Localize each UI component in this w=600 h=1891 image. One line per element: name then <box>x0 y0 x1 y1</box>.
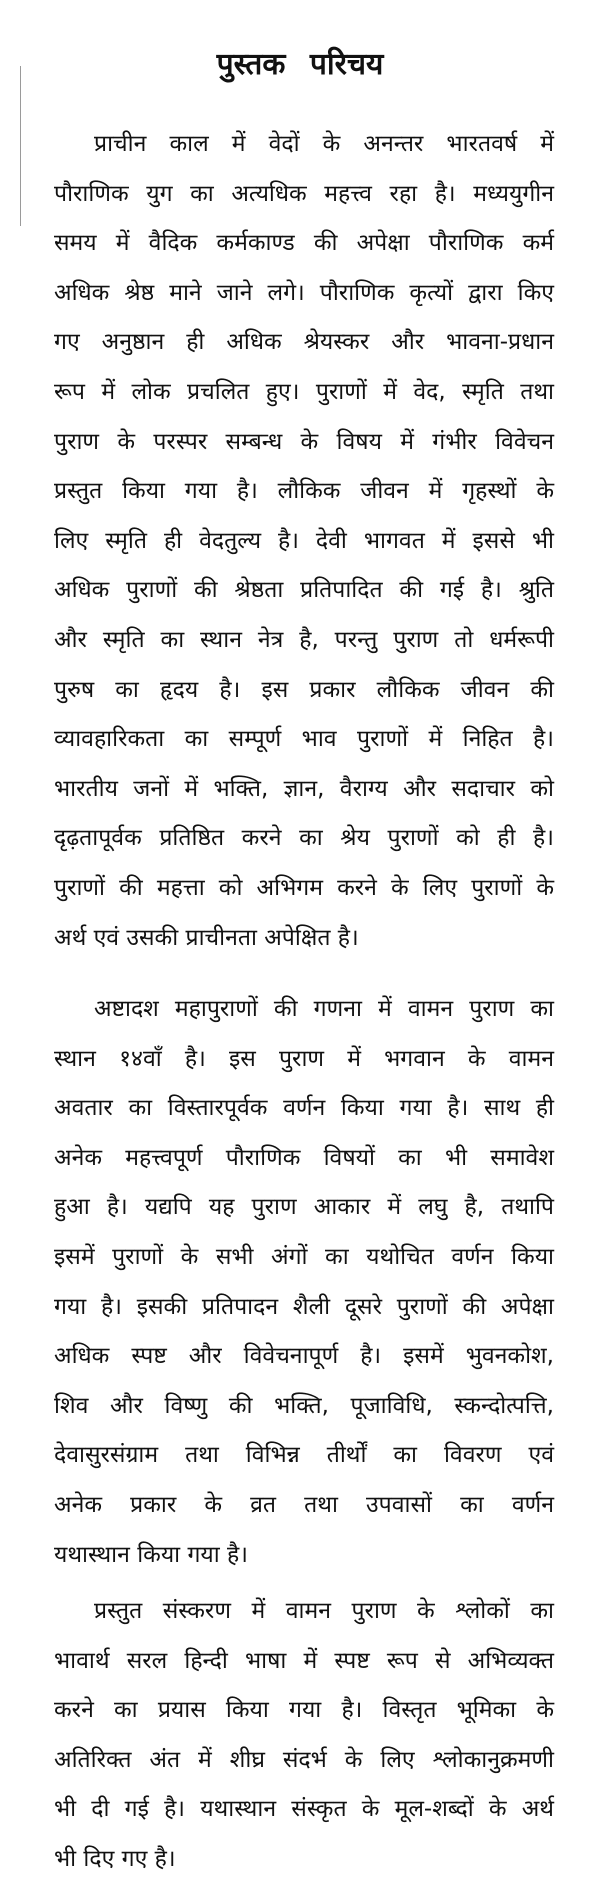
text-line: इसमें पुराणों के सभी अंगों का यथोचित वर्णन किया <box>54 1243 554 1270</box>
text-line: प्रस्तुत संस्करण में वामन पुराण के श्लोकों का <box>94 1598 554 1624</box>
text-line: गया है। इसकी प्रतिपादन शैली दूसरे पुराणों की अपेक्षा <box>54 1293 554 1320</box>
scan-artifact-line <box>20 66 21 226</box>
text-line: अष्टादश महापुराणों की गणना में वामन पुराण का <box>94 996 554 1022</box>
text-line: दृढ़तापूर्वक प्रतिष्ठित करने का श्रेय पुराणों को ही है। <box>54 825 554 852</box>
text-line: गए अनुष्ठान ही अधिक श्रेयस्कर और भावना-प्रधान <box>54 329 554 356</box>
text-line: प्राचीन काल में वेदों के अनन्तर भारतवर्ष में <box>94 131 554 157</box>
text-line: व्यावहारिकता का सम्पूर्ण भाव पुराणों में निहित है। <box>54 726 554 753</box>
text-line: भावार्थ सरल हिन्दी भाषा में स्पष्ट रूप से अभिव्यक्त <box>54 1647 554 1674</box>
page-title: पुस्तक परिचय <box>216 47 384 83</box>
text-line: समय में वैदिक कर्मकाण्ड की अपेक्षा पौराणिक कर्म <box>54 230 554 257</box>
text-line: पुरुष का हृदय है। इस प्रकार लौकिक जीवन की <box>54 676 554 703</box>
text-line: अनेक महत्त्वपूर्ण पौराणिक विषयों का भी समावेश <box>54 1144 554 1171</box>
text-line: पुराण के परस्पर सम्बन्ध के विषय में गंभीर विवेचन <box>54 428 554 455</box>
text-line: अनेक प्रकार के व्रत तथा उपवासों का वर्णन <box>54 1491 554 1518</box>
paragraph-1 <box>54 120 554 963</box>
text-line: पौराणिक युग का अत्यधिक महत्त्व रहा है। मध्ययुगीन <box>54 180 554 207</box>
text-line: प्रस्तुत किया गया है। लौकिक जीवन में गृहस्थों के <box>54 478 554 505</box>
text-line: अधिक श्रेष्ठ माने जाने लगे। पौराणिक कृत्यों द्वारा किए <box>54 279 554 306</box>
text-line: देवासुरसंग्राम तथा विभिन्न तीर्थों का विवरण एवं <box>54 1442 554 1469</box>
text-line: करने का प्रयास किया गया है। विस्तृत भूमिका के <box>54 1697 554 1724</box>
text-line: शिव और विष्णु की भक्ति, पूजाविधि, स्कन्दोत्पत्ति, <box>54 1392 554 1419</box>
text-line: अर्थ एवं उसकी प्राचीनता अपेक्षित है। <box>54 924 359 951</box>
text-line: अतिरिक्त अंत में शीघ्र संदर्भ के लिए श्लोकानुक्रमणी <box>54 1746 554 1773</box>
text-line: भी दी गई है। यथास्थान संस्कृत के मूल-शब्दों के अर्थ <box>54 1796 554 1823</box>
text-line: यथास्थान किया गया है। <box>54 1541 248 1568</box>
text-line: भी दिए गए है। <box>54 1845 176 1872</box>
text-line: हुआ है। यद्यपि यह पुराण आकार में लघु है, तथापि <box>54 1194 554 1221</box>
text-line: और स्मृति का स्थान नेत्र है, परन्तु पुराण तो धर्मरूपी <box>54 626 554 653</box>
text-line: लिए स्मृति ही वेदतुल्य है। देवी भागवत में इससे भी <box>54 527 554 554</box>
text-line: रूप में लोक प्रचलित हुए। पुराणों में वेद, स्मृति तथा <box>54 378 554 405</box>
paragraph-3 <box>54 1587 554 1885</box>
text-line: भारतीय जनों में भक्ति, ज्ञान, वैराग्य और सदाचार को <box>54 775 554 802</box>
paragraph-2 <box>54 985 554 1580</box>
text-line: अधिक पुराणों की श्रेष्ठता प्रतिपादित की गई है। श्रुति <box>54 577 554 604</box>
text-line: अधिक स्पष्ट और विवेचनापूर्ण है। इसमें भुवनकोश, <box>54 1343 554 1370</box>
text-line: पुराणों की महत्ता को अभिगम करने के लिए पुराणों के <box>54 874 554 901</box>
text-line: अवतार का विस्तारपूर्वक वर्णन किया गया है। साथ ही <box>54 1095 554 1122</box>
text-line: स्थान १४वाँ है। इस पुराण में भगवान के वामन <box>54 1045 554 1072</box>
